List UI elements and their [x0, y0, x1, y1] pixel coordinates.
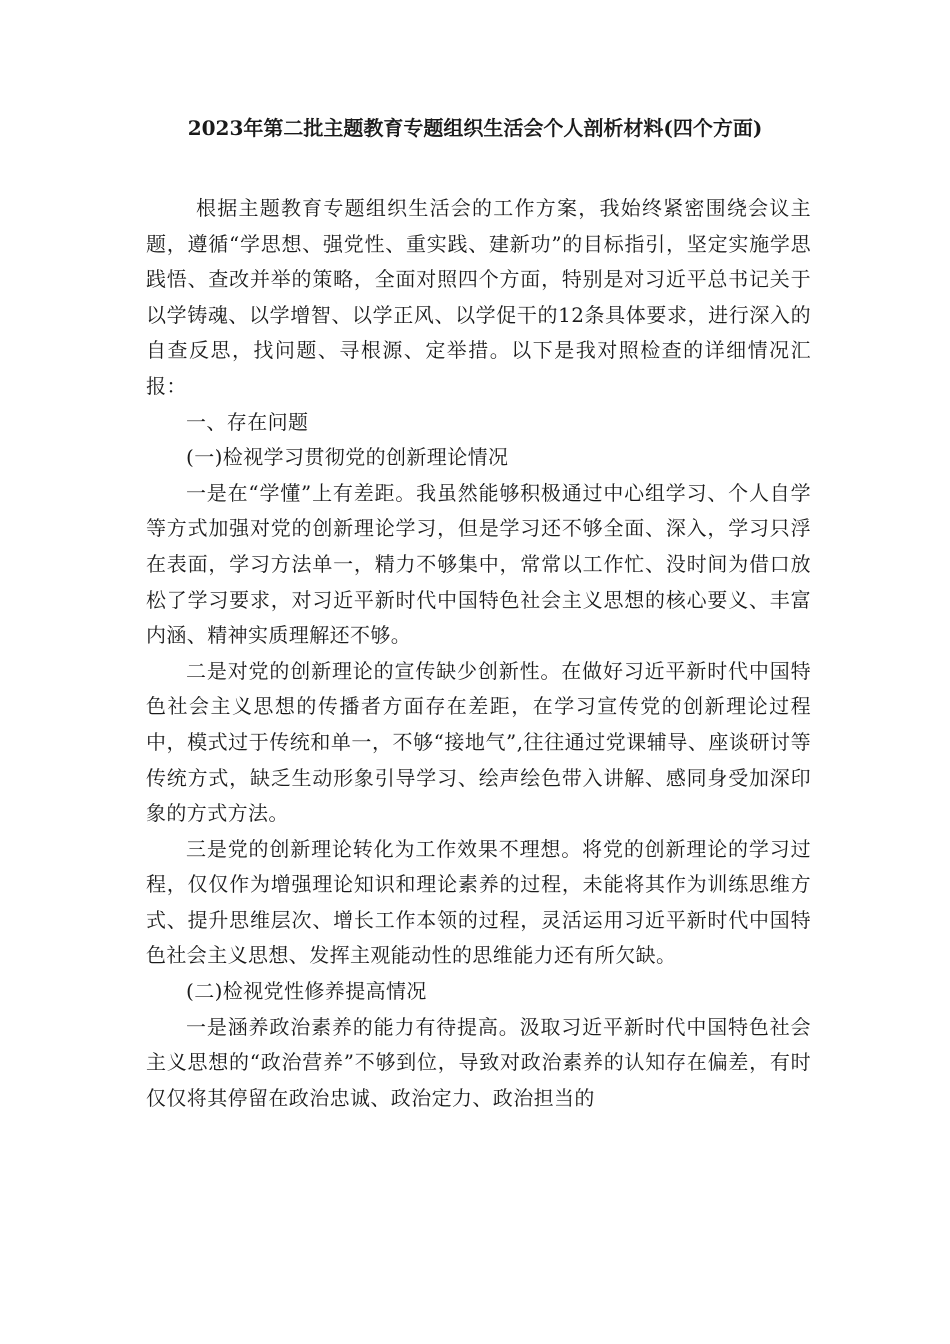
section-heading-problems: 一、存在问题 [186, 409, 309, 434]
paragraph-point-4: 一是涵养政治素养的能力有待提高。汲取习近平新时代中国特色社会主义思想的“政治营养”不够到位，导致对政治素养的认知存在偏差，有时仅仅将其停留在政治忠诚、政治定力、政治担当的 [146, 1014, 811, 1110]
document-title: 2023年第二批主题教育专题组织生活会个人剖析材料(四个方面) [187, 116, 763, 140]
subsection-heading-party-spirit: (二)检视党性修养提高情况 [186, 979, 427, 1004]
paragraph-point-3: 三是党的创新理论转化为工作效果不理想。将党的创新理论的学习过程，仅仅作为增强理论知识和理论素养的过程，未能将其作为训练思维方式、提升思维层次、增长工作本领的过程，灵活运用习近平新时代中国特色社会主义思想、发挥主观能动性的思维能力还有所欠缺。 [146, 836, 811, 968]
document-body [146, 191, 811, 1116]
subsection-heading-theory-study: (一)检视学习贯彻党的创新理论情况 [186, 445, 509, 470]
paragraph-point-1: 一是在“学懂”上有差距。我虽然能够积极通过中心组学习、个人自学等方式加强对党的创新理论学习，但是学习还不够全面、深入，学习只浮在表面，学习方法单一，精力不够集中，常常以工作忙、没时间为借口放松了学习要求，对习近平新时代中国特色社会主义思想的核心要义、丰富内涵、精神实质理解还不够。 [146, 480, 811, 648]
paragraph-intro: 根据主题教育专题组织生活会的工作方案，我始终紧密围绕会议主题，遵循“学思想、强党性、重实践、建新功”的目标指引，坚定实施学思践悟、查改并举的策略，全面对照四个方面，特别是对习近平总书记关于以学铸魂、以学增智、以学正风、以学促干的12条具体要求，进行深入的自查反思，找问题、寻根源、定举措。以下是我对照检查的详细情况汇报： [146, 196, 811, 398]
paragraph-point-2: 二是对党的创新理论的宣传缺少创新性。在做好习近平新时代中国特色社会主义思想的传播者方面存在差距，在学习宣传党的创新理论过程中，模式过于传统和单一，不够“接地气”,往往通过党课辅导、座谈研讨等传统方式，缺乏生动形象引导学习、绘声绘色带入讲解、感同身受加深印象的方式方法。 [146, 658, 811, 826]
